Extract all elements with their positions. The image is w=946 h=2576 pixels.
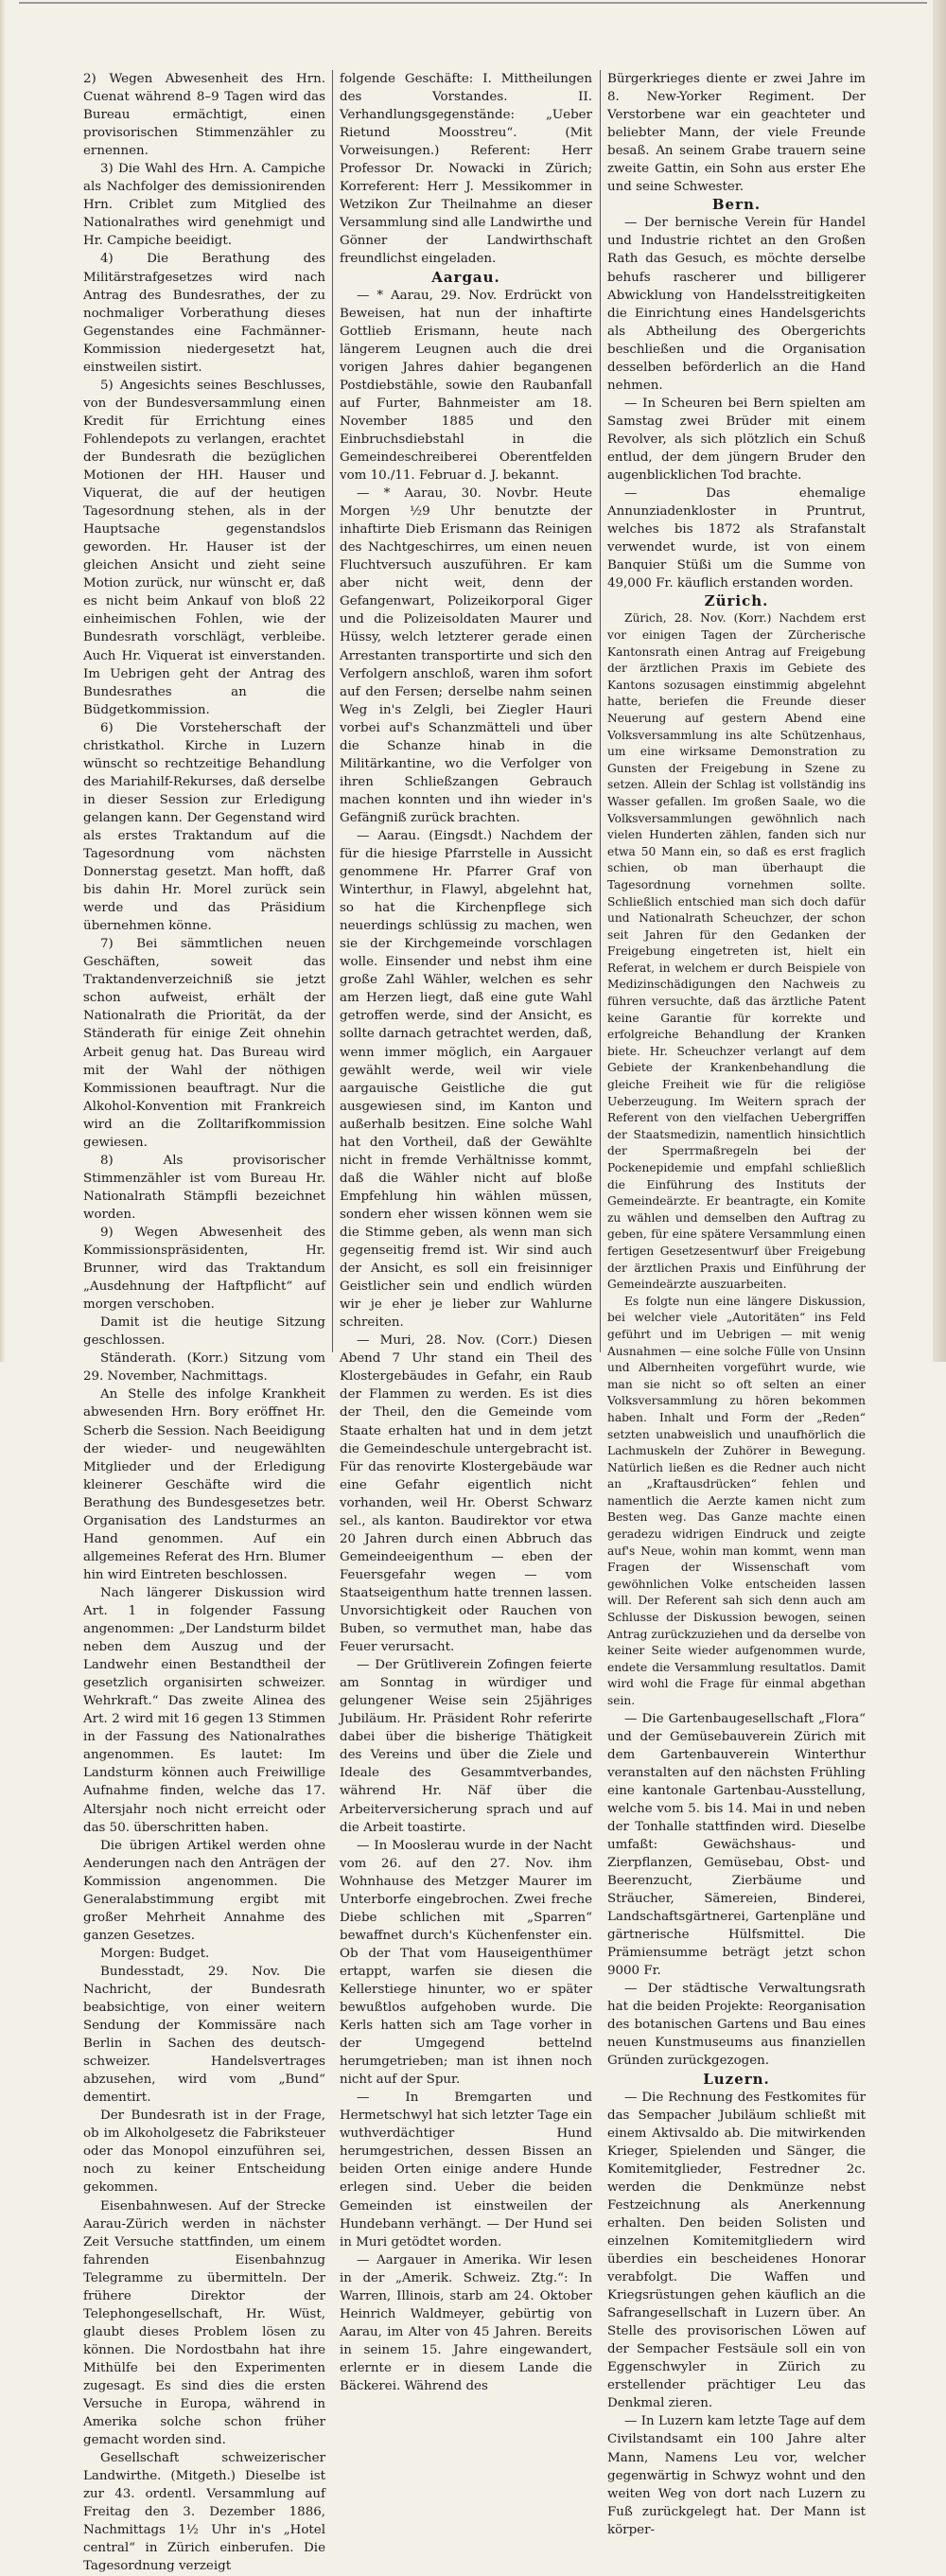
page-left-edge — [0, 0, 6, 1362]
paragraph: — * Aarau, 30. Novbr. Heute Morgen ½9 Uhr benutzte der inhaftirte Dieb Erismann das Reinigen des Nachtgeschirres, um einen neuen Fluchtversuch auszuführen. Er kam aber nicht weit, denn der Gefangenwart, Polizeikorporal Giger und die Polizeisoldaten Maurer und Hüssy, welch letzterer gerade einen Arrestanten transportirte und sich den Verfolgern anschloß, waren ihm sofort auf den Fersen; derselbe nahm seinen Weg in's Zelgli, bei Ziegler Hauri vorbei auf's Schanzmätteli und über die Schanze hinab in die Militärkantine, wo die Verfolger von ihren Schließzangen Gebrauch machen konnten und ihn wieder in's Gefängniß zurück brachten. — [340, 486, 592, 825]
paragraph: 2) Wegen Abwesenheit des Hrn. Cuenat während 8–9 Tagen wird das Bureau ermächtigt, einen provisorischen Stimmenzähler zu ernennen. — [83, 72, 325, 159]
section-heading-aargau: Aargau. — [431, 268, 500, 286]
paragraph: — Aargauer in Amerika. Wir lesen in der „Amerik. Schweiz. Ztg.“: In Warren, Illinois, starb am 24. Oktober Heinrich Waldmeyer, gebürtig von Aarau, im Alter von 45 Jahren. Bereits in seinem 15. Jahre eingewandert, erlernte er in diesem Lande die Bäckerei. Während des — [340, 2252, 592, 2393]
paragraph: Die übrigen Artikel werden ohne Aenderungen nach den Anträgen der Kommission angenommen. Die Generalabstimmung ergibt mit großer Mehrheit Annahme des ganzen Gesetzes. — [83, 1838, 325, 1943]
section-heading-luzern: Luzern. — [703, 2070, 770, 2088]
paragraph: Zürich, 28. Nov. (Korr.) Nachdem erst vor einigen Tagen der Zürcherische Kantonsrath einen Antrag auf Freigebung der ärztlichen Praxis im Gebiete des Kantons sozusagen einstimmig abgelehnt hatte, beriefen die Freunde dieser Neuerung auf gestern Abend eine Volksversammlung ins alte Schützenhaus, um eine wirksame Demonstration zu Gunsten der Freigebung in Szene zu setzen. Allein der Schlag ist vollständig ins Wasser gefallen. Im großen Saale, wo die Volksversammlungen gewöhnlich nach vielen Hunderten zählen, fanden sich nur etwa 50 Mann ein, so daß es erst fraglich schien, ob man überhaupt die Tagesordnung vornehmen sollte. Schließlich entschied man sich doch dafür und Nationalrath Scheuchzer, der schon seit Jahren für den Gedanken der Freigebung eingetreten ist, hielt ein Referat, in welchem er durch Beispiele von Medizinschädigungen den Nachweis zu führen versuchte, daß das ärztliche Patent keine Garantie für korrekte und erfolgreiche Behandlung der Kranken biete. Hr. Scheuchzer verlangt auf dem Gebiete der Krankenbehandlung die gleiche Freiheit wie für die religiöse Ueberzeugung. Im Weitern sprach der Referent von den vielfachen Uebergriffen der Staatsmedizin, namentlich hinsichtlich der Sperrmaßregeln bei der Pockenepidemie und empfahl schließlich die Einführung des Instituts der Gemeindeärzte. Er beantragte, ein Komite zu wählen und demselben den Auftrag zu geben, für eine spätere Versammlung einen fertigen Gesetzesentwurf über Freigebung der ärztlichen Praxis und Einführung der Gemeindeärzte auszuarbeiten. — [607, 611, 866, 1292]
paragraph: Ständerath. (Korr.) Sitzung vom 29. November, Nachmittags. — [83, 1351, 325, 1385]
paragraph: Damit ist die heutige Sitzung geschlossen. — [83, 1315, 325, 1349]
top-rule — [19, 2, 927, 4]
paragraph: — Die Rechnung des Festkomites für das Sempacher Jubiläum schließt mit einem Aktivsaldo ab. Die mitwirkenden Krieger, Spielenden und Sänger, die Komitemitglieder, Festredner 2c. werden die Denkmünze nebst Festzeichnung als Anerkennung erhalten. Den beiden Solisten und einzelnen Komitemitgliedern wird überdies ein bescheidenes Honorar verabfolgt. Die Waffen und Kriegsrüstungen gehen käuflich an die Safrangesellschaft in Luzern über. An Stelle des provisorischen Löwen auf der Sempacher Festsäule soll ein von Eggenschwyler in Zürich zu erstellender prächtiger Leu das Denkmal zieren. — [607, 2090, 866, 2411]
paragraph: folgende Geschäfte: I. Mittheilungen des Vorstandes. II. Verhandlungsgegenstände: „Ueber Rietund Moosstreu“. (Mit Vorweisungen.) Referent: Herr Professor Dr. Nowacki in Zürich; Korreferent: Herr J. Messikommer in Wetzikon Zur Theilnahme an dieser Versammlung sind alle Landwirthe und Gönner der Landwirthschaft freundlichst eingeladen. — [340, 72, 592, 267]
column-2 — [340, 70, 592, 2393]
section-heading-zuerich: Zürich. — [704, 592, 769, 610]
paragraph: 4) Die Berathung des Militärstrafgesetzes wird nach Antrag des Bundesrathes, der zu nochmaliger Vorberathung dieses Gegenstandes eine Fachmänner-Kommission niedergesetzt hat, einstweilen sistirt. — [83, 252, 325, 375]
paragraph: — Das ehemalige Annunziadenkloster in Pruntrut, welches bis 1872 als Strafanstalt verwendet wurde, ist von einem Banquier Stüßi um die Summe von 49,000 Fr. käuflich erstanden worden. — [607, 486, 866, 591]
section-heading-bern: Bern. — [711, 196, 762, 214]
paragraph: 7) Bei sämmtlichen neuen Geschäften, soweit das Traktandenverzeichniß sie jetzt schon aufweist, erhält der Nationalrath die Priorität, da der Ständerath für einige Zeit ohnehin Arbeit genug hat. Das Bureau wird mit der Wahl der nöthigen Kommissionen beauftragt. Nur die Alkohol-Konvention mit Frankreich wird an die Zolltarifkommission gewiesen. — [83, 937, 325, 1150]
paragraph: — In Luzern kam letzte Tage auf dem Civilstandsamt ein 100 Jahre alter Mann, Namens Leu vor, welcher gegenwärtig in Schwyz wohnt und den weiten Weg von dort nach Luzern zu Fuß zurückgelegt hat. Der Mann ist körper- — [607, 2414, 866, 2537]
column-3 — [607, 70, 866, 2537]
paragraph: — Der bernische Verein für Handel und Industrie richtet an den Großen Rath das Gesuch, es möchte derselbe behufs rascherer und billigerer Abwicklung von Handelsstreitigkeiten die Einrichtung eines Handelsgerichts als Abtheilung des Obergerichts beschließen und die Organisation desselben beförderlich an die Hand nehmen. — [607, 216, 866, 393]
paragraph: 9) Wegen Abwesenheit des Kommissionspräsidenten, Hr. Brunner, wird das Traktandum „Ausdehnung der Haftpflicht“ auf morgen verschoben. — [83, 1226, 325, 1313]
column-divider — [332, 70, 333, 1352]
column-divider — [600, 70, 601, 1352]
paragraph: 8) Als provisorischer Stimmenzähler ist vom Bureau Hr. Nationalrath Stämpfli bezeichnet worden. — [83, 1153, 325, 1222]
paragraph: Es folgte nun eine längere Diskussion, bei welcher viele „Autoritäten“ ins Feld geführt und im Uebrigen — mit wenig Ausnahmen — eine solche Fülle von Unsinn und Albernheiten vorgeführt wurde, wie man sie nicht so oft selten an einer Volksversammlung zu hören bekommen haben. Inhalt und Form der „Reden“ setzten unabweislich und unaufhörlich die Lachmuskeln der Zuhörer in Bewegung. Natürlich ließen es die Redner auch nicht an „Kraftausdrücken“ fehlen und namentlich die Aerzte kamen nicht zum Besten weg. Das Ganze machte einen geradezu widrigen Eindruck und zeigte auf's Neue, wohin man kommt, wenn man Fragen der Wissenschaft vom gewöhnlichen Volke entscheiden lassen will. Der Referent sah sich denn auch am Schlusse der Diskussion bewogen, seinen Antrag zurückzuziehen und da derselbe von keiner Seite wieder aufgenommen wurde, endete die Versammlung resultatlos. Damit wird wohl die Frage für einmal abgethan sein. — [607, 1294, 866, 1707]
paragraph: — Der Grütliverein Zofingen feierte am Sonntag in würdiger und gelungener Weise sein 25jähriges Jubiläum. Hr. Präsident Rohr referirte dabei über die bisherige Thätigkeit des Vereins und über die Ziele und Ideale des Gesammtverbandes, während Hr. Näf über die Arbeiterversicherung sprach und auf die Arbeit toastirte. — [340, 1658, 592, 1835]
paragraph: 6) Die Vorsteherschaft der christkathol. Kirche in Luzern wünscht so rechtzeitige Behandlung des Mariahilf-Rekurses, daß derselbe in dieser Session zur Erledigung gelangen kann. Der Gegenstand wird als erstes Traktandum auf die Tagesordnung vom nächsten Donnerstag gesetzt. Man hofft, daß bis dahin Hr. Morel zurück sein werde und das Präsidium übernehmen könne. — [83, 720, 325, 934]
paragraph: — Aarau. (Eingsdt.) Nachdem der für die hiesige Pfarrstelle in Aussicht genommene Hr. Pfarrer Graf von Winterthur, in Flawyl, abgelehnt hat, so hat die Kirchenpflege sich neuerdings schlüssig zu machen, wen sie der Kirchgemeinde vorschlagen wolle. Einsender und nebst ihm eine große Zahl Wähler, welchen es sehr am Herzen liegt, daß eine gute Wahl getroffen werde, sind der Ansicht, es sollte darnach getrachtet werden, daß, wenn immer möglich, ein Aargauer gewählt werde, weil wir viele aargauische Geistliche die gut ausgewiesen sind, im Kanton und außerhalb besitzen. Eine solche Wahl hat den Vortheil, daß der Gewählte nicht in fremde Verhältnisse kommt, daß die Wähler nicht auf bloße Empfehlung hin wählen müssen, sondern eher wissen können wem sie die Stimme geben, als wenn man sich gegenseitig fremd ist. Wir sind auch der Ansicht, es soll ein freisinniger Geistlicher sein und endlich würden wir je eher je lieber zur Wahlurne schreiten. — [340, 828, 592, 1331]
paragraph: Eisenbahnwesen. Auf der Strecke Aarau-Zürich werden in nächster Zeit Versuche stattfinden, um einem fahrenden Eisenbahnzug Telegramme zu übermitteln. Der frühere Direktor der Telephongesellschaft, Hr. Wüst, glaubt dieses Problem lösen zu können. Die Nordostbahn hat ihre Mithülfe bei den Experimenten zugesagt. Es sind dies die ersten Versuche in Europa, während in Amerika solche schon früher gemacht worden sind. — [83, 2198, 325, 2448]
paragraph: — * Aarau, 29. Nov. Erdrückt von Beweisen, hat nun der inhaftirte Gottlieb Erismann, heute nach längerem Leugnen auch die drei vorigen Jahres dahier begangenen Postdiebstähle, sowie den Raubanfall auf Furter, Bahnmeister am 18. November 1885 und den Einbruchsdiebstahl in die Gemeindeschreiberei Oberentfelden vom 10./11. Februar d. J. bekannt. — [340, 288, 592, 484]
paragraph: — In Mooslerau wurde in der Nacht vom 26. auf den 27. Nov. ihm Wohnhause des Metzger Maurer im Unterborfe eingebrochen. Zwei freche Diebe schlichen mit „Sparren“ bewaffnet durch's Küchenfenster ein. Ob der That vom Hauseigenthümer ertappt, warfen sie diesen die Kellerstiege hinunter, wo er später bewußtlos aufgehoben wurde. Die Kerls hatten sich am Tage vorher in der Umgegend bettelnd herumgetrieben; man ist ihnen noch nicht auf der Spur. — [340, 1838, 592, 2088]
page-right-edge — [933, 0, 946, 1362]
paragraph: — Die Gartenbaugesellschaft „Flora“ und der Gemüsebauverein Zürich mit dem Gartenbauverein Winterthur veranstalten auf den nächsten Frühling eine kantonale Gartenbau-Ausstellung, welche vom 5. bis 14. Mai in und neben der Tonhalle stattfinden wird. Dieselbe umfaßt: Gewächshaus- und Zierpflanzen, Gemüsebau, Obst- und Beerenzucht, Zierbäume und Sträucher, Sämereien, Binderei, Landschaftsgärtnerei, Gartenpläne und gärtnerische Hülfsmittel. Die Prämiensumme beträgt jetzt schon 9000 Fr. — [607, 1711, 866, 1979]
paragraph: Morgen: Budget. — [100, 1946, 210, 1961]
paragraph: Nach längerer Diskussion wird Art. 1 in folgender Fassung angenommen: „Der Landsturm bildet neben dem Auszug und der Landwehr einen Bestandtheil der gesetzlich organisirten schweizer. Wehrkraft.“ Das zweite Alinea des Art. 2 wird mit 16 gegen 13 Stimmen in der Fassung des Nationalrathes angenommen. Es lautet: Im Landsturm können auch Freiwillige Aufnahme finden, welche das 17. Altersjahr noch nicht erreicht oder das 50. überschritten haben. — [83, 1585, 325, 1835]
paragraph: 3) Die Wahl des Hrn. A. Campiche als Nachfolger des demissionirenden Hrn. Criblet zum Mitglied des Nationalrathes wird genehmigt und Hr. Campiche beeidigt. — [83, 162, 325, 249]
paragraph: — Der städtische Verwaltungsrath hat die beiden Projekte: Reorganisation des botanischen Gartens und Bau eines neuen Kunstmuseums aus finanziellen Gründen zurückgezogen. — [607, 1982, 866, 2069]
paragraph: Bürgerkrieges diente er zwei Jahre im 8. New-Yorker Regiment. Der Verstorbene war ein geachteter und beliebter Mann, der viele Freunde besaß. An seinem Grabe trauern seine zweite Gattin, ein Sohn aus erster Ehe und seine Schwester. — [607, 72, 866, 195]
paragraph: Bundesstadt, 29. Nov. Die Nachricht, der Bundesrath beabsichtige, von einer weitern Sendung der Kommissäre nach Berlin in Sachen des deutsch-schweizer. Handelsvertrages abzusehen, wird vom „Bund“ dementirt. — [83, 1964, 325, 2106]
paragraph: — In Scheuren bei Bern spielten am Samstag zwei Brüder mit einem Revolver, als sich plötzlich ein Schuß entlud, der dem jüngern Bruder den augenblicklichen Tod brachte. — [607, 396, 866, 484]
paragraph: Gesellschaft schweizerischer Landwirthe. (Mitgeth.) Dieselbe ist zur 43. ordentl. Versammlung auf Freitag den 3. Dezember 1886, Nachmittags 1½ Uhr in's „Hotel central“ in Zürich einberufen. Die Tagesordnung verzeigt — [83, 2451, 325, 2574]
paragraph: — In Bremgarten und Hermetschwyl hat sich letzter Tage ein wuthverdächtiger Hund herumgestrichen, dessen Bissen an beiden Orten einige andere Hunde erlegen sind. Ueber die beiden Gemeinden ist einstweilen der Hundebann verhängt. — Der Hund sei in Muri getödtet worden. — [340, 2091, 592, 2250]
paragraph: — Muri, 28. Nov. (Corr.) Diesen Abend 7 Uhr stand ein Theil des Klostergebäudes in Gefahr, ein Raub der Flammen zu werden. Es ist dies der Theil, den die Gemeinde vom Staate erhalten hat und in dem jetzt die Gemeindeschule untergebracht ist. Für das renovirte Klostergebäude war eine Gefahr eigentlich nicht vorhanden, weil Hr. Oberst Schwarz sel., als kanton. Baudirektor vor etwa 20 Jahren durch einen Abbruch das Gemeindeeigenthum — eben der Feuersgefahr wegen — vom Staatseigenthum hatte trennen lassen. Unvorsichtigkeit oder Rauchen von Buben, so vermuthet man, habe das Feuer verursacht. — [340, 1333, 592, 1655]
paragraph: Der Bundesrath ist in der Frage, ob im Alkoholgesetz die Fabriksteuer oder das Monopol einzuführen sei, noch zu keiner Entscheidung gekommen. — [83, 2108, 325, 2196]
column-1 — [83, 70, 325, 2574]
paragraph: An Stelle des infolge Krankheit abwesenden Hrn. Bory eröffnet Hr. Scherb die Session. Nach Beeidigung der wieder- und neugewählten Mitglieder und der Erledigung kleinerer Geschäfte wird die Berathung des Bundesgesetzes betr. Organisation des Landsturmes an Hand genommen. Auf ein allgemeines Referat des Hrn. Blumer hin wird Eintreten beschlossen. — [83, 1387, 325, 1582]
paragraph: 5) Angesichts seines Beschlusses, von der Bundesversammlung einen Kredit für Errichtung eines Fohlendepots zu verlangen, erachtet der Bundesrath die bezüglichen Motionen der HH. Hauser und Viquerat, die auf der heutigen Tagesordnung stehen, als in der Hauptsache gegenstandslos geworden. Hr. Hauser ist der gleichen Ansicht und zieht seine Motion zurück, nur wünscht er, daß es nicht beim Ankauf von bloß 22 einheimischen Fohlen, wie der Bundesrath vorschlägt, verbleibe. Auch Hr. Viquerat ist einverstanden. Im Uebrigen geht der Antrag des Bundesrathes an die Büdgetkommission. — [83, 378, 325, 717]
